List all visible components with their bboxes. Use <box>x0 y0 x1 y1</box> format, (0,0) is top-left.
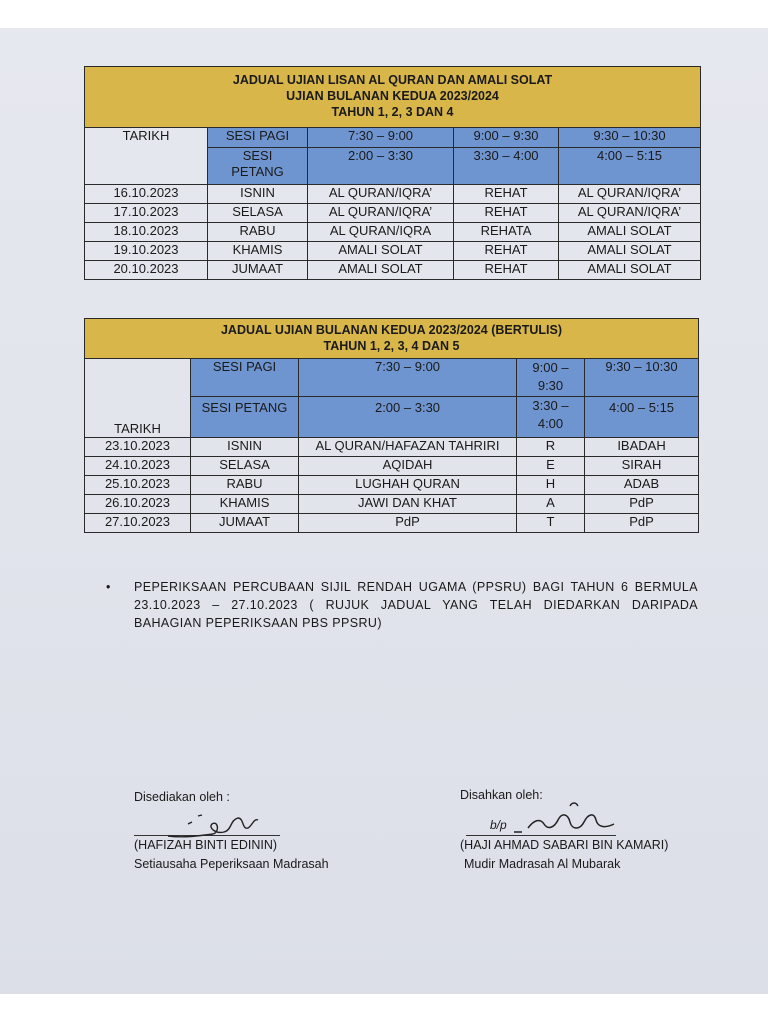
time-slot: 2:00 – 3:30 <box>299 397 517 438</box>
title-line: TAHUN 1, 2, 3 DAN 4 <box>331 105 454 119</box>
time-slot: 7:30 – 9:00 <box>299 359 517 397</box>
subject-cell: AL QURAN/HAFAZAN TAHRIRI <box>299 438 517 457</box>
table-row <box>85 261 701 280</box>
time-slot: 9:30 – 10:30 <box>559 128 701 148</box>
subject-cell: SIRAH <box>585 457 699 476</box>
subject-cell: PdP <box>299 514 517 533</box>
time-slot: 4:00 – 5:15 <box>559 148 701 185</box>
approved-by-block <box>460 786 700 874</box>
day-cell: SELASA <box>208 204 308 223</box>
handwritten-signature <box>510 798 630 842</box>
prepared-by-block <box>134 788 354 874</box>
day-cell: RABU <box>191 476 299 495</box>
signatory-name: (HAFIZAH BINTI EDININ) <box>134 838 278 852</box>
table-row <box>85 495 699 514</box>
subject-cell: AMALI SOLAT <box>559 242 701 261</box>
subject-cell: REHATA <box>454 223 559 242</box>
approved-by-caption: Disahkan oleh: <box>460 788 543 802</box>
date-cell: 17.10.2023 <box>85 204 208 223</box>
handwritten-signature <box>158 806 278 846</box>
subject-cell: PdP <box>585 495 699 514</box>
subject-cell: AL QURAN/IQRA’ <box>308 185 454 204</box>
table-row <box>85 185 701 204</box>
break-letter-cell: H <box>517 476 585 495</box>
table-row <box>85 457 699 476</box>
subject-cell: REHAT <box>454 185 559 204</box>
subject-cell: AL QURAN/IQRA’ <box>559 204 701 223</box>
date-cell: 18.10.2023 <box>85 223 208 242</box>
tarikh-header: TARIKH <box>85 359 191 438</box>
table-title-row <box>85 67 701 128</box>
table-row <box>85 514 699 533</box>
subject-cell: AMALI SOLAT <box>308 261 454 280</box>
date-cell: 25.10.2023 <box>85 476 191 495</box>
subject-cell: REHAT <box>454 261 559 280</box>
written-exam-schedule-table <box>84 318 699 533</box>
ppsru-note <box>106 578 698 632</box>
day-cell: ISNIN <box>208 185 308 204</box>
day-cell: JUMAAT <box>208 261 308 280</box>
signatory-name: (HAJI AHMAD SABARI BIN KAMARI) <box>460 838 669 852</box>
table-row <box>85 476 699 495</box>
day-cell: SELASA <box>191 457 299 476</box>
date-cell: 27.10.2023 <box>85 514 191 533</box>
day-cell: KHAMIS <box>208 242 308 261</box>
tarikh-header: TARIKH <box>85 128 208 185</box>
time-slot: 3:30 – 4:00 <box>454 148 559 185</box>
break-letter-cell: T <box>517 514 585 533</box>
time-slot: 9:30 – 10:30 <box>585 359 699 397</box>
date-cell: 24.10.2023 <box>85 457 191 476</box>
subject-cell: AQIDAH <box>299 457 517 476</box>
subject-cell: AL QURAN/IQRA <box>308 223 454 242</box>
subject-cell: AMALI SOLAT <box>559 223 701 242</box>
date-cell: 20.10.2023 <box>85 261 208 280</box>
time-slot: 9:00 – 9:30 <box>517 359 585 397</box>
bullet-point: • <box>106 580 111 594</box>
date-cell: 19.10.2023 <box>85 242 208 261</box>
sesi-petang-label: SESI PETANG <box>191 397 299 438</box>
session-row-pagi <box>85 128 701 148</box>
date-cell: 23.10.2023 <box>85 438 191 457</box>
date-cell: 26.10.2023 <box>85 495 191 514</box>
time-slot: 9:00 – 9:30 <box>454 128 559 148</box>
subject-cell: JAWI DAN KHAT <box>299 495 517 514</box>
table-row <box>85 438 699 457</box>
signature-prefix: b/p <box>490 818 507 832</box>
table-row <box>85 242 701 261</box>
day-cell: KHAMIS <box>191 495 299 514</box>
time-slot: 7:30 – 9:00 <box>308 128 454 148</box>
title-line: JADUAL UJIAN LISAN AL QURAN DAN AMALI SOLAT <box>232 73 553 87</box>
title-line: JADUAL UJIAN BULANAN KEDUA 2023/2024 (BERTULIS) <box>220 323 563 337</box>
table-title <box>85 67 701 128</box>
subject-cell: IBADAH <box>585 438 699 457</box>
subject-cell: AL QURAN/IQRA’ <box>308 204 454 223</box>
sesi-pagi-label: SESI PAGI <box>191 359 299 397</box>
subject-cell: PdP <box>585 514 699 533</box>
subject-cell: AMALI SOLAT <box>308 242 454 261</box>
table-title-row <box>85 319 699 359</box>
subject-cell: REHAT <box>454 204 559 223</box>
title-line: TAHUN 1, 2, 3, 4 DAN 5 <box>323 339 460 353</box>
sesi-pagi-label: SESI PAGI <box>208 128 308 148</box>
subject-cell: AL QURAN/IQRA’ <box>559 185 701 204</box>
note-text: PEPERIKSAAN PERCUBAAN SIJIL RENDAH UGAMA (PPSRU) BAGI TAHUN 6 BERMULA 23.10.2023 – 27.10.2023 ( RUJUK JADUAL YANG TELAH DIEDARKAN DARIPADA BAHAGIAN PEPERIKSAAN PBS PPSRU) <box>134 580 698 630</box>
date-cell: 16.10.2023 <box>85 185 208 204</box>
day-cell: RABU <box>208 223 308 242</box>
table-title <box>85 319 699 359</box>
time-slot: 4:00 – 5:15 <box>585 397 699 438</box>
subject-cell: ADAB <box>585 476 699 495</box>
time-slot: 3:30 – 4:00 <box>517 397 585 438</box>
signatory-role: Mudir Madrasah Al Mubarak <box>464 857 621 871</box>
sesi-petang-label: SESI PETANG <box>208 148 308 185</box>
day-cell: JUMAAT <box>191 514 299 533</box>
time-slot: 2:00 – 3:30 <box>308 148 454 185</box>
subject-cell: AMALI SOLAT <box>559 261 701 280</box>
oral-exam-schedule-table <box>84 66 701 280</box>
day-cell: ISNIN <box>191 438 299 457</box>
prepared-by-caption: Disediakan oleh : <box>134 790 230 804</box>
break-letter-cell: R <box>517 438 585 457</box>
break-letter-cell: A <box>517 495 585 514</box>
session-row-pagi <box>85 359 699 397</box>
subject-cell: LUGHAH QURAN <box>299 476 517 495</box>
title-line: UJIAN BULANAN KEDUA 2023/2024 <box>286 89 499 103</box>
break-letter-cell: E <box>517 457 585 476</box>
table-row <box>85 204 701 223</box>
signatory-role: Setiausaha Peperiksaan Madrasah <box>134 857 329 871</box>
subject-cell: REHAT <box>454 242 559 261</box>
paper-sheet <box>0 28 768 994</box>
table-row <box>85 223 701 242</box>
